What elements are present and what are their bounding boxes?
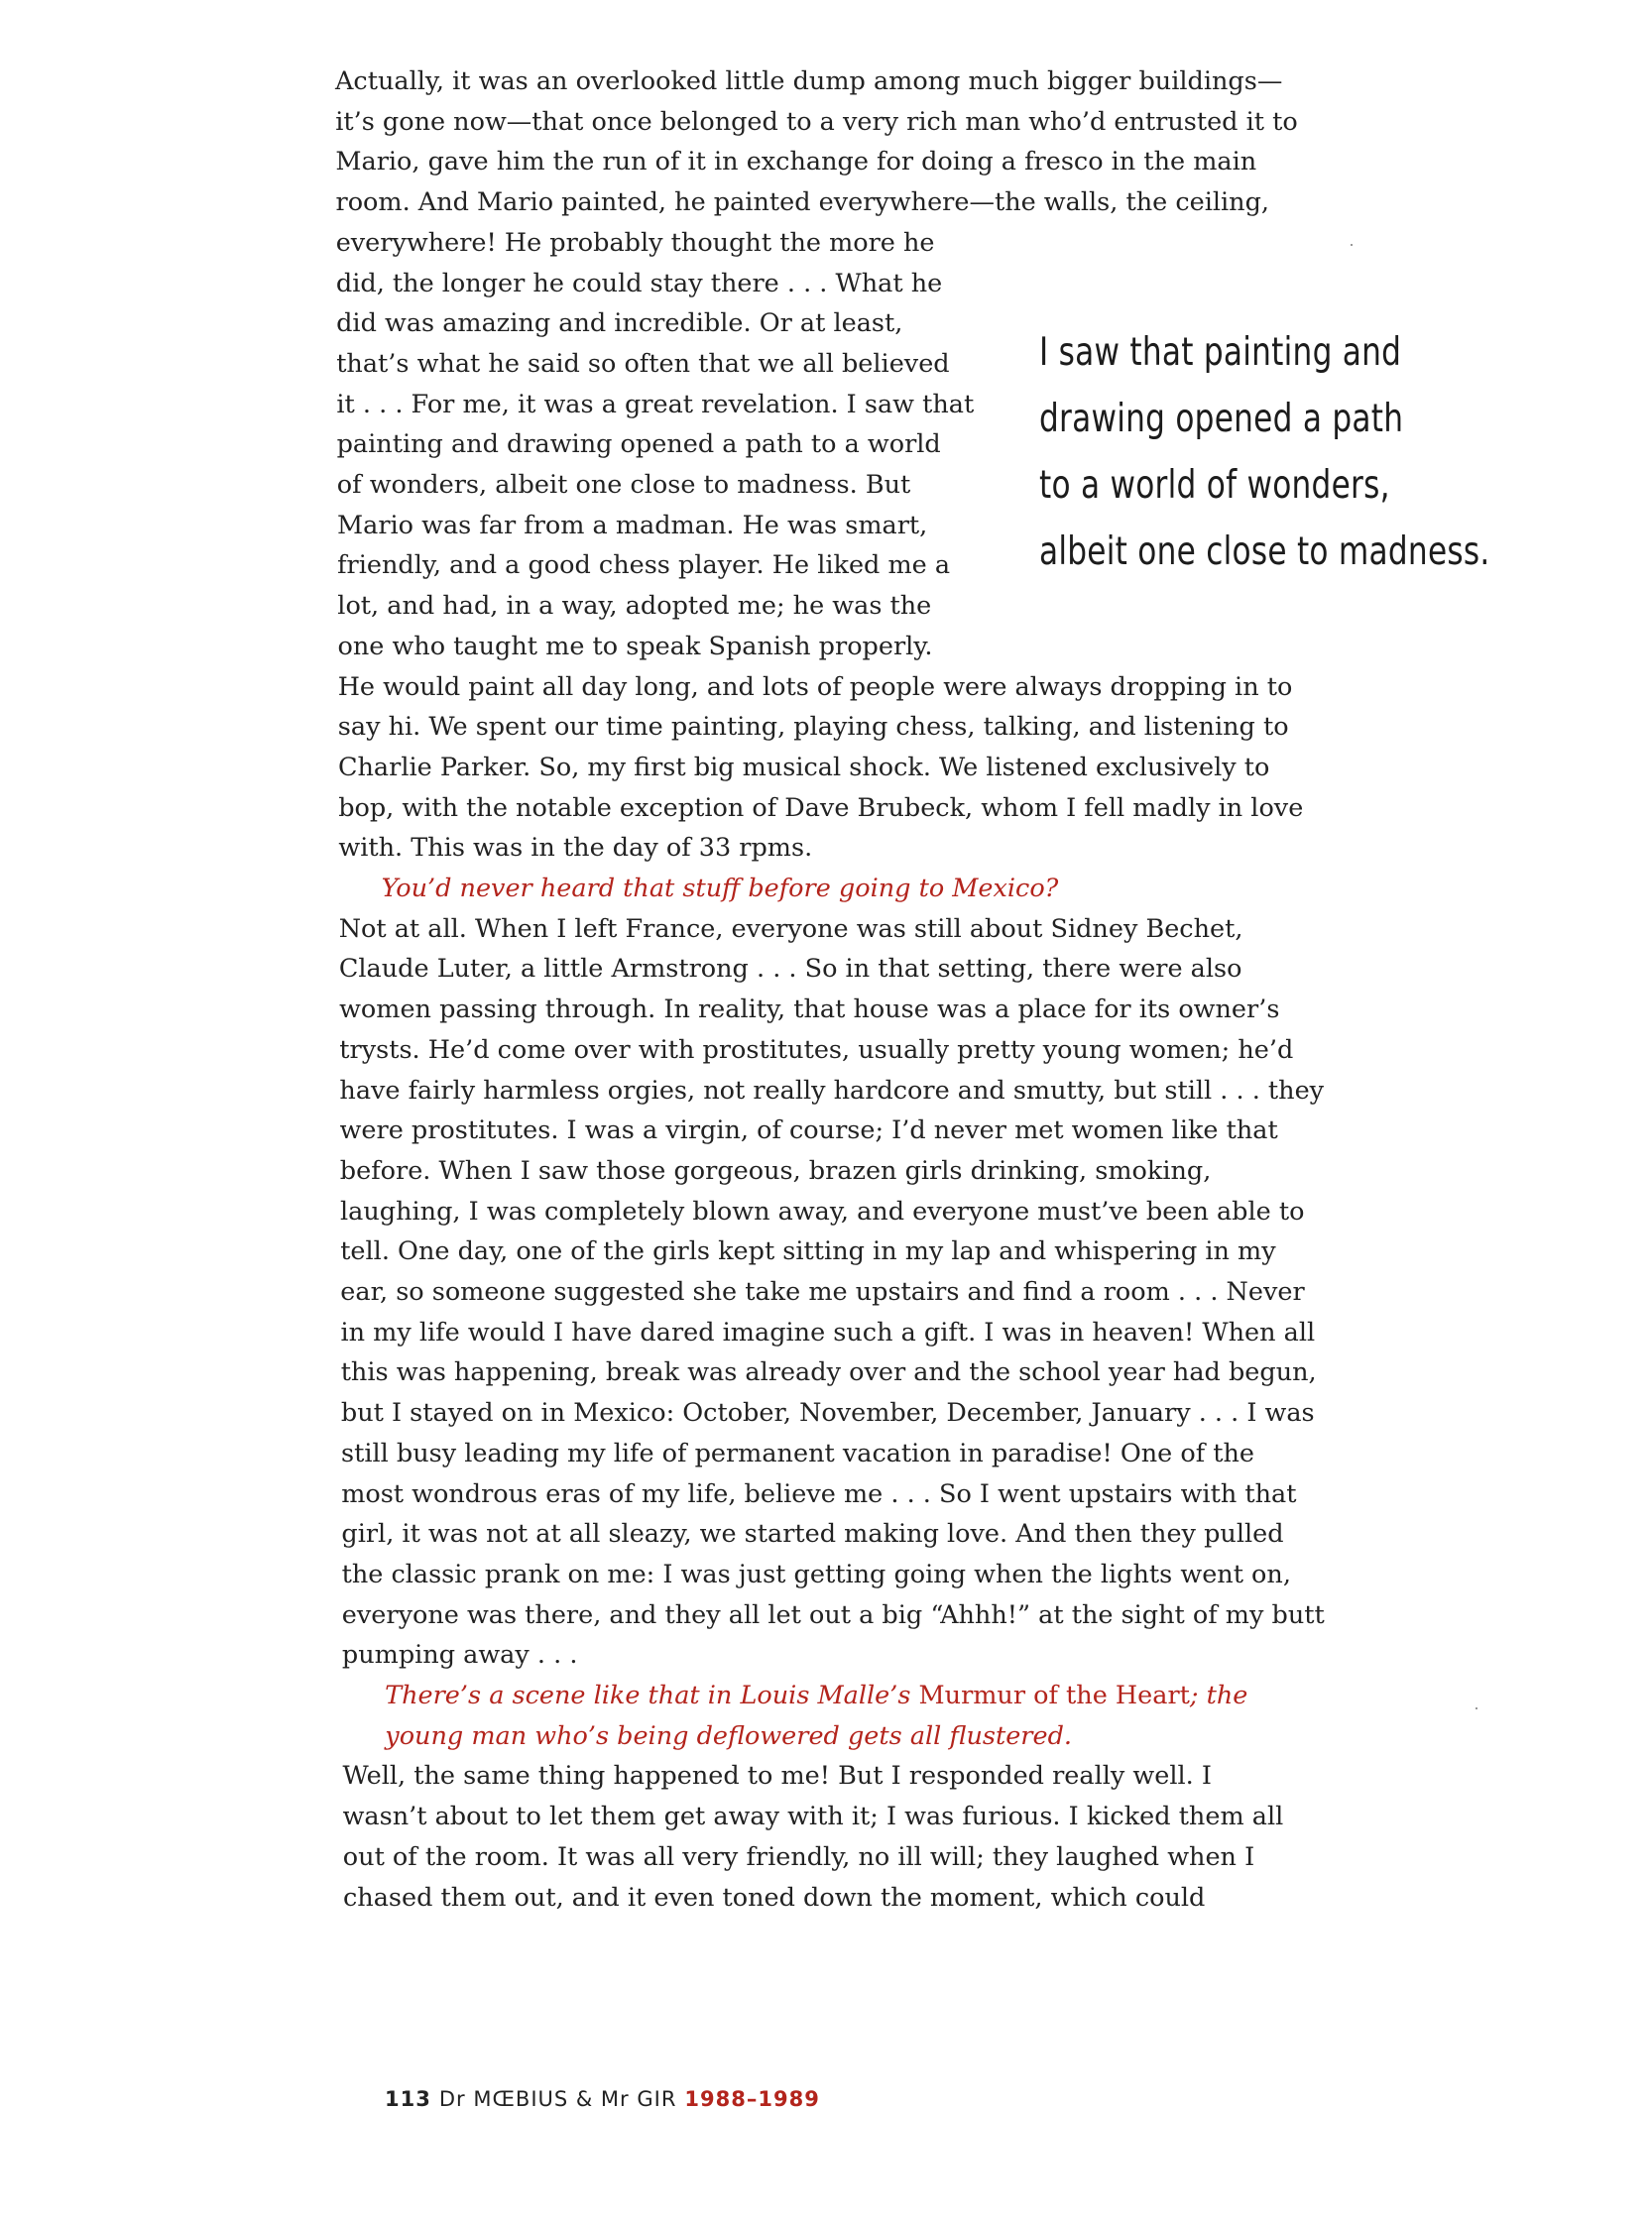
body-text-line: still busy leading my life of permanent vacation in paradise! One of the <box>341 1438 1255 1468</box>
scan-speck <box>1475 1707 1477 1709</box>
body-text-line: of wonders, albeit one close to madness. But <box>336 470 911 500</box>
body-text-line: did was amazing and incredible. Or at least, <box>336 308 903 339</box>
body-text-line: most wondrous eras of my life, believe me . . . So I went upstairs with that <box>341 1478 1297 1509</box>
body-text-line: women passing through. In reality, that house was a place for its owner’s <box>339 995 1280 1025</box>
body-text-line: this was happening, break was already over and the school year had begun, <box>340 1357 1317 1388</box>
body-text-line: pumping away . . . <box>341 1640 578 1671</box>
body-text-line: before. When I saw those gorgeous, brazen girls drinking, smoking, <box>339 1155 1212 1186</box>
page-footer <box>385 2087 820 2111</box>
pull-quote-line: drawing opened a path <box>1039 397 1404 441</box>
question-fragment: There’s a scene like that in Louis Malle’s <box>385 1681 919 1710</box>
body-text-line: trysts. He’d come over with prostitutes, usually pretty young women; he’d <box>339 1034 1294 1065</box>
pull-quote-line: I saw that painting and <box>1039 330 1402 375</box>
body-text-line: say hi. We spent our time painting, playing chess, talking, and listening to <box>337 712 1289 743</box>
body-text-line: everywhere! He probably thought the more he <box>335 227 935 258</box>
body-text-line: but I stayed on in Mexico: October, November, December, January . . . I was <box>340 1398 1315 1429</box>
body-text-line: Mario, gave him the run of it in exchange for doing a fresco in the main <box>335 147 1257 177</box>
interview-question-line: young man who’s being deflowered gets all flustered. <box>385 1720 1073 1751</box>
body-text-line: it . . . For me, it was a great revelation. I saw that <box>336 389 975 419</box>
body-text-line: Actually, it was an overlooked little dump among much bigger buildings— <box>335 66 1283 96</box>
body-text-line: that’s what he said so often that we all believed <box>336 348 950 379</box>
scan-speck <box>1351 244 1353 246</box>
body-text-line: one who taught me to speak Spanish properly. <box>337 631 933 661</box>
film-title: Murmur of the Heart <box>918 1681 1190 1710</box>
body-text-line: have fairly harmless orgies, not really hardcore and smutty, but still . . . they <box>339 1075 1325 1106</box>
body-text-line: with. This was in the day of 33 rpms. <box>338 833 813 864</box>
body-text-line: Charlie Parker. So, my first big musical shock. We listened exclusively to <box>338 752 1270 782</box>
body-text-line: did, the longer he could stay there . . . What he <box>335 268 943 298</box>
body-text-line: tell. One day, one of the girls kept sitting in my lap and whispering in my <box>340 1236 1276 1267</box>
pull-quote-line: albeit one close to madness. <box>1039 529 1490 574</box>
book-title: Dr MŒBIUS & Mr GIR <box>438 2087 677 2111</box>
body-text-line: Claude Luter, a little Armstrong . . . So in that setting, there were also <box>338 954 1242 985</box>
body-text-line: Well, the same thing happened to me! But I responded really well. I <box>342 1761 1212 1792</box>
body-text-line: laughing, I was completely blown away, and everyone must’ve been able to <box>340 1196 1305 1227</box>
body-text-line: room. And Mario painted, he painted everywhere—the walls, the ceiling, <box>335 187 1270 218</box>
body-text-line: chased them out, and it even toned down the moment, which could <box>343 1882 1206 1913</box>
body-text-line: bop, with the notable exception of Dave Brubeck, whom I fell madly in love <box>338 792 1304 823</box>
body-text-line: in my life would I have dared imagine such a gift. I was in heaven! When all <box>340 1317 1316 1347</box>
page-number: 113 <box>385 2087 431 2111</box>
body-text-line: the classic prank on me: I was just getting going when the lights went on, <box>341 1559 1291 1589</box>
body-text-line: girl, it was not at all sleazy, we started making love. And then they pulled <box>341 1519 1284 1550</box>
body-text-line: out of the room. It was all very friendly, no ill will; they laughed when I <box>342 1841 1255 1872</box>
body-text-line: it’s gone now—that once belonged to a very rich man who’d entrusted it to <box>335 106 1298 137</box>
pull-quote-line: to a world of wonders, <box>1039 463 1390 508</box>
body-text-line: were prostitutes. I was a virgin, of course; I’d never met women like that <box>339 1115 1278 1146</box>
book-years: 1988–1989 <box>684 2087 820 2111</box>
question-fragment: ; the <box>1189 1681 1248 1710</box>
body-text-line: Mario was far from a madman. He was smart, <box>337 510 928 540</box>
body-text-line: lot, and had, in a way, adopted me; he was the <box>337 591 932 622</box>
body-text-line: Not at all. When I left France, everyone was still about Sidney Bechet, <box>338 913 1243 944</box>
body-text-line: painting and drawing opened a path to a world <box>336 429 941 460</box>
interview-question-line <box>385 1676 1247 1715</box>
body-text-line: ear, so someone suggested she take me upstairs and find a room . . . Never <box>340 1277 1305 1307</box>
body-text-line: everyone was there, and they all let out a big “Ahhh!” at the sight of my butt <box>341 1599 1325 1630</box>
body-text-line: wasn’t about to let them get away with it; I was furious. I kicked them all <box>342 1802 1284 1832</box>
body-text-line: He would paint all day long, and lots of people were always dropping in to <box>337 671 1293 702</box>
body-text-line: friendly, and a good chess player. He liked me a <box>337 550 951 581</box>
interview-question-line: You’d never heard that stuff before going to Mexico? <box>381 874 1059 903</box>
